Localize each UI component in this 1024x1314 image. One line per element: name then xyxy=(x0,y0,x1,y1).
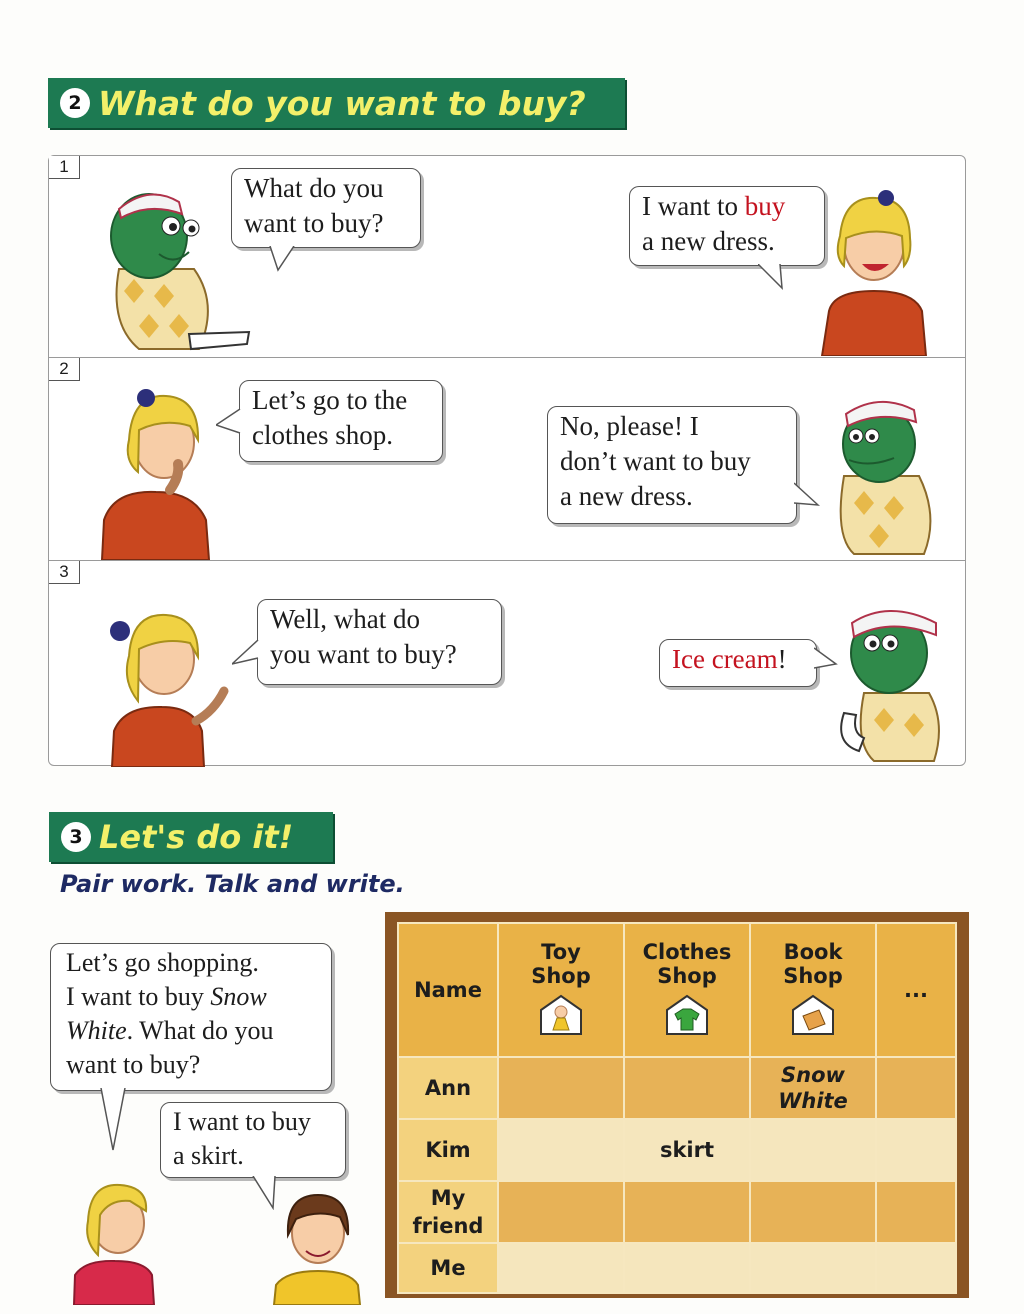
table-row xyxy=(398,1057,956,1119)
cell-toy xyxy=(498,1057,624,1119)
bubble-tail xyxy=(794,479,820,509)
header-label: Toy xyxy=(541,939,581,964)
row-name: Me xyxy=(398,1243,498,1293)
cell-more xyxy=(876,1243,956,1293)
boy-character xyxy=(268,1185,368,1305)
header-book-shop xyxy=(750,923,876,1057)
table-row xyxy=(398,1119,956,1181)
panel-number: 3 xyxy=(49,561,80,584)
table-row xyxy=(398,1243,956,1293)
speech-bubble-girl xyxy=(239,380,443,462)
bubble-tail xyxy=(99,1088,129,1152)
cell-book xyxy=(750,1119,876,1181)
bubble-line: a new dress. xyxy=(642,226,775,256)
highlight-phrase: Ice cream xyxy=(672,644,778,674)
shopping-table-frame xyxy=(385,912,969,1298)
girl-character xyxy=(814,186,934,356)
bubble-line: don’t want to buy xyxy=(560,446,751,476)
cell-toy xyxy=(498,1119,624,1181)
section-title: What do you want to buy? xyxy=(98,83,586,123)
girl-character xyxy=(94,380,224,560)
comic-panel-1 xyxy=(49,156,965,357)
turtle-character xyxy=(79,184,254,359)
bubble-text: . What do you xyxy=(126,1016,274,1045)
book-title-text: White xyxy=(66,1016,127,1045)
row-name: Kim xyxy=(398,1119,498,1181)
bubble-tail xyxy=(758,264,788,290)
cell-book xyxy=(750,1057,876,1119)
row-name xyxy=(398,1181,498,1243)
instruction-text: Pair work. Talk and write. xyxy=(60,870,405,898)
girl-character xyxy=(70,1175,160,1305)
bubble-text: I want to buy xyxy=(66,982,211,1011)
bubble-line: a skirt. xyxy=(173,1141,244,1170)
comic-strip xyxy=(48,155,966,766)
table-row xyxy=(398,1181,956,1243)
cell-toy xyxy=(498,1181,624,1243)
header-label: Clothes xyxy=(642,939,732,964)
bubble-line: Let’s go to the xyxy=(252,385,408,415)
header-label: Book xyxy=(783,939,843,964)
speech-bubble-girl xyxy=(257,599,502,685)
bubble-line: Let’s go shopping. xyxy=(66,948,259,977)
header-name: Name xyxy=(398,923,498,1057)
header-label: Shop xyxy=(657,963,717,988)
row-name-line: My xyxy=(430,1186,466,1210)
cell-clothes: skirt xyxy=(624,1119,750,1181)
section-title: Let's do it! xyxy=(99,818,294,856)
panel-number: 1 xyxy=(49,156,80,179)
girl-character xyxy=(74,601,244,767)
header-more: ... xyxy=(876,923,956,1057)
cell-text: Snow xyxy=(781,1063,845,1087)
header-label: Shop xyxy=(783,963,843,988)
cell-book xyxy=(750,1181,876,1243)
book-icon xyxy=(789,992,837,1036)
row-name: Ann xyxy=(398,1057,498,1119)
cell-text: White xyxy=(778,1089,848,1113)
cell-toy xyxy=(498,1243,624,1293)
bubble-line: a new dress. xyxy=(560,481,693,511)
header-toy-shop xyxy=(498,923,624,1057)
speech-bubble-shopping xyxy=(50,943,332,1091)
cell-more xyxy=(876,1181,956,1243)
cell-more xyxy=(876,1057,956,1119)
cell-book xyxy=(750,1243,876,1293)
highlight-word: buy xyxy=(744,191,786,221)
speech-bubble-turtle xyxy=(231,168,421,248)
bubble-tail xyxy=(216,407,242,437)
bubble-line: Well, what do xyxy=(270,604,421,634)
cell-clothes xyxy=(624,1057,750,1119)
table-header-row xyxy=(398,923,956,1057)
speech-bubble-turtle xyxy=(547,406,797,524)
section-number-badge: 2 xyxy=(60,88,90,118)
header-clothes-shop xyxy=(624,923,750,1057)
bubble-line: What do you xyxy=(244,173,384,203)
bubble-line: clothes shop. xyxy=(252,420,393,450)
cell-more xyxy=(876,1119,956,1181)
bubble-text: ! xyxy=(777,644,787,674)
bubble-line: want to buy? xyxy=(66,1050,201,1079)
speech-bubble-girl xyxy=(629,186,825,266)
bubble-text: I want to xyxy=(642,191,745,221)
comic-panel-3 xyxy=(49,560,965,766)
section-3-heading xyxy=(49,812,333,862)
bubble-line: want to buy? xyxy=(244,208,384,238)
comic-panel-2 xyxy=(49,357,965,560)
book-title-text: Snow xyxy=(210,982,267,1011)
bubble-line: No, please! I xyxy=(560,411,699,441)
section-number-badge: 3 xyxy=(61,822,91,852)
speech-bubble-turtle xyxy=(659,639,817,687)
speech-bubble-skirt xyxy=(160,1102,346,1178)
doll-icon xyxy=(537,992,585,1036)
shopping-table xyxy=(397,922,957,1294)
bubble-tail xyxy=(268,246,298,272)
cell-clothes xyxy=(624,1181,750,1243)
bubble-line: you want to buy? xyxy=(270,639,457,669)
bubble-tail xyxy=(232,638,260,668)
cell-clothes xyxy=(624,1243,750,1293)
header-label: Shop xyxy=(531,963,591,988)
bubble-line: I want to buy xyxy=(173,1107,311,1136)
section-2-heading xyxy=(48,78,625,128)
turtle-character xyxy=(824,603,949,763)
panel-number: 2 xyxy=(49,358,80,381)
shirt-icon xyxy=(663,992,711,1036)
row-name-line: friend xyxy=(412,1214,484,1238)
turtle-character xyxy=(824,396,944,556)
